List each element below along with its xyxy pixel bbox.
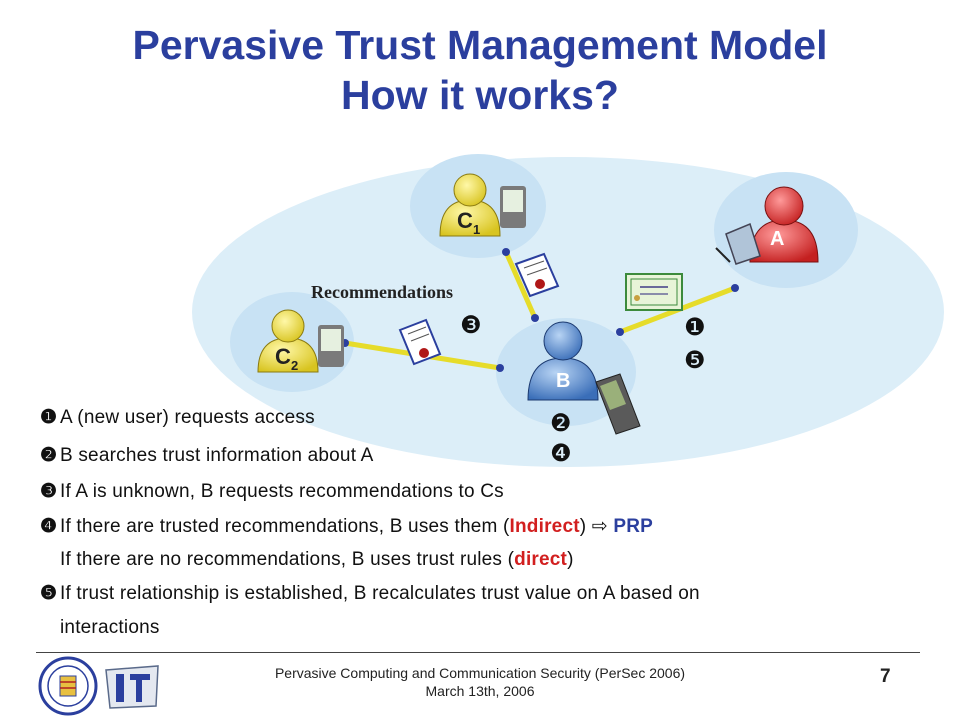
c1-subscript: 1 [473,222,481,237]
step-5b [40,616,160,640]
marker-4: ❹ [550,439,572,467]
marker-2: ❷ [550,409,572,437]
step-1 [40,406,315,430]
footer-line-1: Pervasive Computing and Communication Security (PerSec 2006) [274,665,686,681]
university-seal-logo [38,656,98,716]
step-4-indirect: Indirect [509,516,580,537]
a-label: A [770,228,785,250]
c2-subscript: 2 [291,358,299,373]
step-4b [40,548,574,572]
step-5 [40,582,700,606]
step-1-text: A (new user) requests access [60,407,315,428]
c2-label: C [275,344,291,369]
step-2-text: B searches trust information about A [60,445,374,466]
step-2-num: ❷ [40,445,58,466]
marker-3: ❸ [460,311,482,339]
title-line-1: Pervasive Trust Management Model [132,22,828,68]
marker-5: ❺ [684,346,706,374]
step-4-pre: If there are trusted recommendations, B uses them ( [60,516,510,537]
recommendations-label: Recommendations [311,282,453,302]
step-5-text: If trust relationship is established, B recalculates trust value on A based on [60,583,700,604]
page-number: 7 [880,666,891,687]
footer-line-2: March 13th, 2006 [425,683,535,699]
step-3 [40,480,504,504]
footer-text [200,664,760,700]
step-3-text: If A is unknown, B requests recommendations to Cs [60,481,504,502]
step-4b-direct: direct [514,549,568,570]
title-line-2: How it works? [341,72,619,118]
step-4b-post: ) [567,549,574,570]
step-2 [40,444,373,468]
b-label: B [556,370,571,392]
step-1-num: ❶ [40,407,58,428]
marker-1: ❶ [684,313,706,341]
footer-divider [36,652,920,653]
c1-label: C [457,208,473,233]
step-4-num: ❹ [40,516,58,537]
step-4 [40,515,653,539]
step-4b-pre: If there are no recommendations, B uses trust rules ( [60,549,515,570]
step-3-num: ❸ [40,481,58,502]
step-5-num: ❺ [40,583,58,604]
certificate-icon [626,274,682,310]
step-4-post: ) ⇨ [579,516,614,537]
step-4-prp: PRP [613,516,654,537]
step-5b-text: interactions [60,617,160,638]
institution-logo [102,660,162,712]
